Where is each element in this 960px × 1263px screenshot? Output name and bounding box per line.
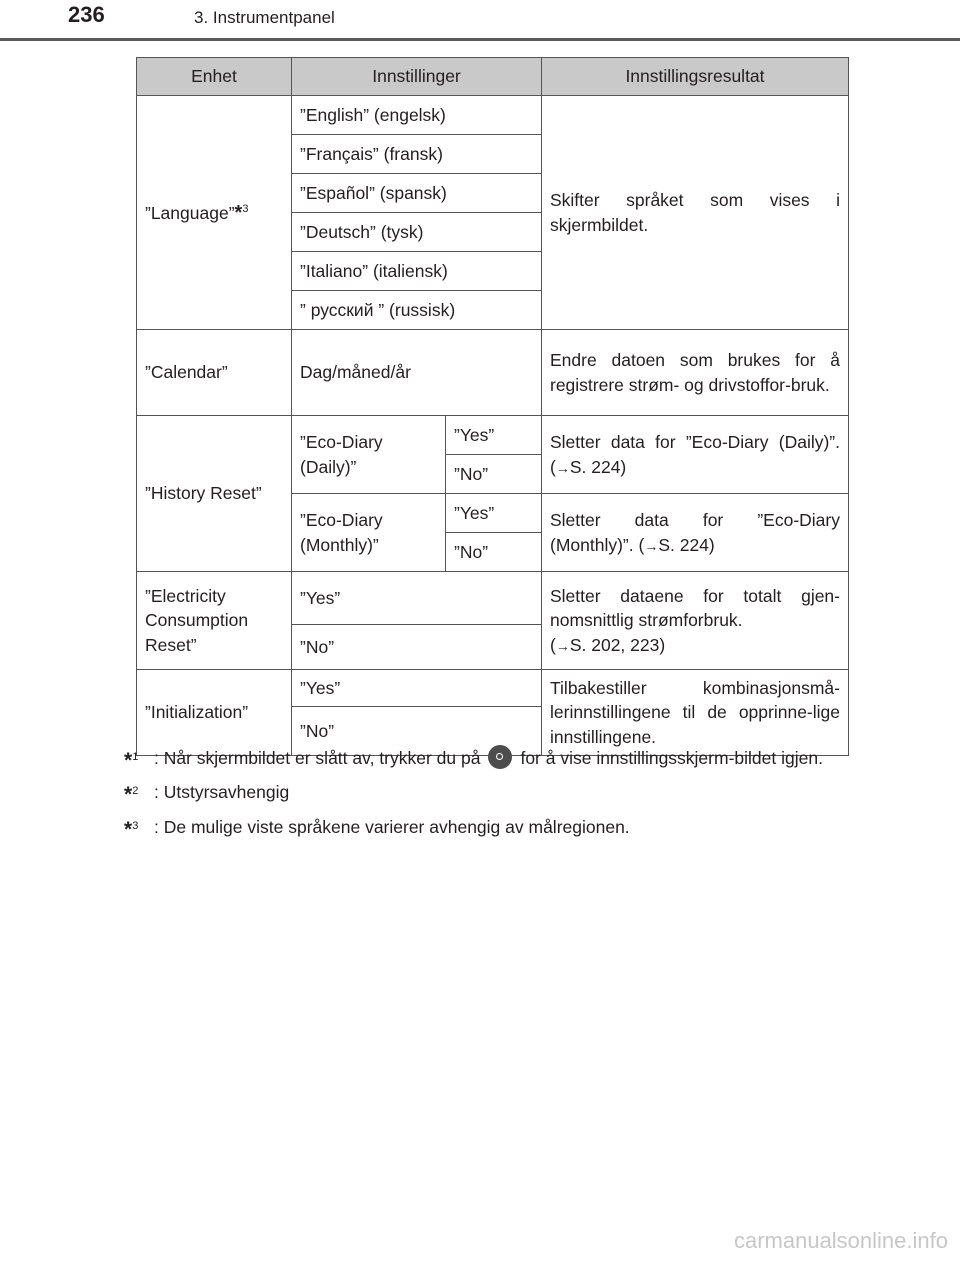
eco-diary-daily-result: Sletter data for ”Eco-Diary (Daily)”. ( [550,432,840,477]
eco-diary-monthly-ref: S. 224) [658,534,715,555]
arrow-right-icon: → [555,459,570,476]
footnote-marker: *$^1$ [124,749,139,772]
electricity-ref: S. 202, 223) [569,634,666,655]
language-option: ”Français” (fransk) [292,135,542,174]
language-option: ”English” (engelsk) [292,96,542,135]
language-option: ”Italiano” (italiensk) [292,252,542,291]
language-option: ”Deutsch” (tysk) [292,213,542,252]
eco-diary-monthly-result-cell [542,494,849,572]
footnote-2-text: : Utstyrsavhengig [154,782,290,803]
footnote-1-text-after: for å vise innstillingsskjerm-bildet igjen. [520,748,823,768]
table-row [137,572,849,625]
display-button-icon [488,745,512,769]
page-number: 236 [68,2,105,27]
language-option: ” русский ” (russisk) [292,291,542,330]
table-row [137,670,849,707]
footnote-3 [124,815,840,840]
column-header-unit: Enhet [137,58,292,96]
table-row [137,416,849,455]
eco-diary-monthly-yes: ”Yes” [446,494,542,533]
electricity-result: Sletter dataene for totalt gjen-nomsnittlig strømforbruk. [550,585,840,631]
arrow-right-icon: → [644,537,659,554]
initialization-yes: ”Yes” [292,670,542,707]
eco-diary-monthly-result: Sletter data for ”Eco-Diary (Monthly)”. ( [550,510,840,555]
calendar-result: Endre datoen som brukes for å registrere strøm- og drivstoffor-bruk. [542,330,849,416]
table-header-row [137,58,849,96]
column-header-result: Innstillingsresultat [542,58,849,96]
eco-diary-daily-ref: S. 224) [569,456,627,477]
footnote-1 [124,746,840,771]
calendar-setting: Dag/måned/år [292,330,542,416]
electricity-result-cell: Sletter dataene for totalt gjen-nomsnittlig strømforbruk. (→S. 202, 223) [542,572,849,670]
footnote-1-text-before: : Når skjermbildet er slått av, trykker du på [154,748,481,768]
electricity-no: ”No” [292,625,542,670]
table-row [137,96,849,135]
footnote-marker: *$^3$ [124,817,139,841]
electricity-yes: ”Yes” [292,572,542,625]
footnotes [124,746,840,849]
initialization-no: ”No” [292,707,542,756]
language-result: Skifter språket som vises i skjermbildet. [542,96,849,330]
eco-diary-daily-yes: ”Yes” [446,416,542,455]
eco-diary-daily-label: ”Eco-Diary (Daily)” [292,416,446,494]
footnote-marker: *$^2$ [124,783,139,807]
eco-diary-monthly-label: ”Eco-Diary (Monthly)” [292,494,446,572]
language-option: ”Español” (spansk) [292,174,542,213]
history-unit: ”History Reset” [137,416,292,572]
calendar-unit: ”Calendar” [137,330,292,416]
initialization-unit: ”Initialization” [137,670,292,756]
watermark: carmanualsonline.info [733,1228,948,1253]
language-footnote-number: 3 [242,202,249,215]
language-unit-cell [137,96,292,330]
header-divider [0,38,960,41]
footnote-3-text: : De mulige viste språkene varierer avhengig av målregionen. [154,816,630,837]
arrow-right-icon: → [555,637,570,654]
eco-diary-daily-no: ”No” [446,455,542,494]
footnote-2 [124,780,840,805]
language-footnote-asterisk: * [234,201,243,224]
column-header-settings: Innstillinger [292,58,542,96]
table-row [137,330,849,416]
electricity-unit: ”Electricity Consumption Reset” [137,572,292,670]
language-unit: ”Language” [145,202,235,223]
section-title: 3. Instrumentpanel [194,8,335,27]
initialization-result: Tilbakestiller kombinasjonsmå-lerinnstillingene til de opprinne-lige innstillingene. [542,670,849,756]
settings-table [136,57,849,756]
eco-diary-monthly-no: ”No” [446,533,542,572]
eco-diary-daily-result-cell [542,416,849,494]
